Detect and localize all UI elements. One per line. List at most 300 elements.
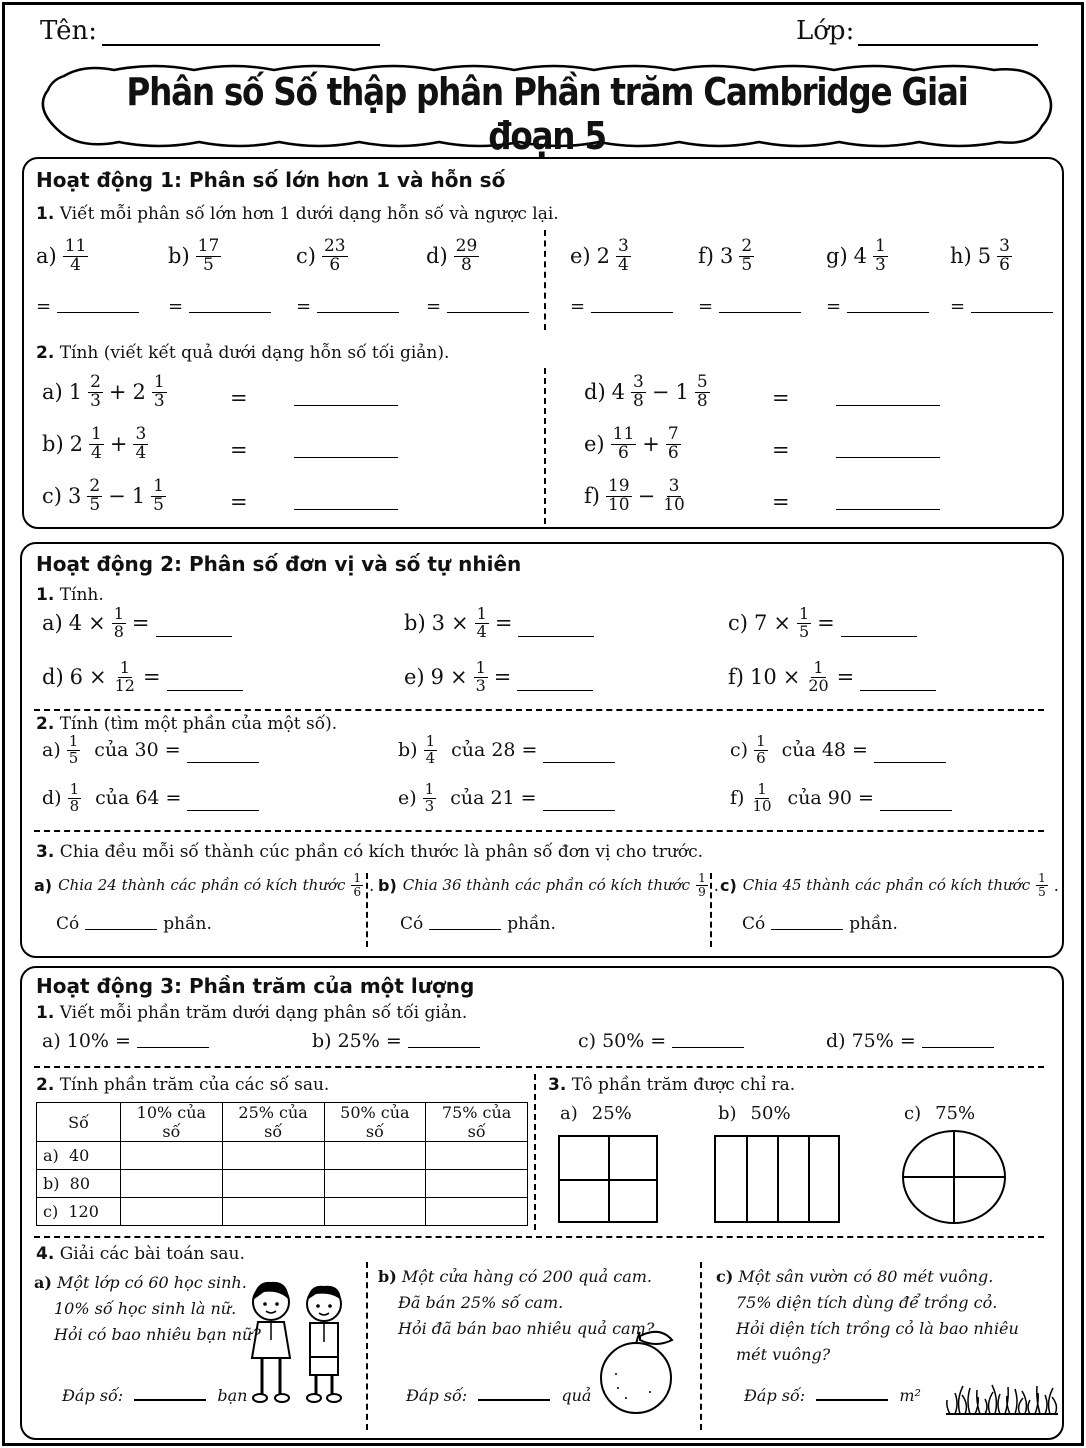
s2-q3-text: 3. Chia đều mỗi số thành cúc phần có kích thước là phân số đơn vị cho trước. [36,842,704,862]
item-letter: a) [34,875,53,895]
equals-sign: = [857,787,874,810]
phan-word: phần. [507,914,556,934]
fraction: $\frac{1}{10}$ [752,780,772,815]
s2-q3-answer [742,914,898,934]
orange-icon [596,1326,682,1416]
whole-number: 3 [719,244,734,269]
page-title: Phân số Số thập phân Phần trăm Cambridge Giai đoạn 5 [126,70,968,158]
fraction: $\frac{5}{8}$ [696,372,708,411]
answer-blank[interactable] [57,312,139,313]
table-answer-cell[interactable] [222,1142,324,1170]
s2-q1-item [728,606,917,641]
s1-q2-item [584,478,687,515]
fraction: $\frac{2}{5}$ [741,236,753,275]
answer-blank[interactable] [771,929,843,930]
s1-q2-answer [772,490,940,514]
activity-3-title: Hoạt động 3: Phần trăm của một lượng [36,974,475,998]
operator: + [642,432,660,457]
whole-number: 3 [67,484,82,509]
fraction: $\frac{11}{4}$ [64,236,87,275]
fraction: $\frac{1}{8}$ [113,604,124,641]
equals-sign: = [772,490,790,514]
equals-sign: = [698,296,714,317]
percent-value: 25% [591,1103,632,1124]
s3-q2-text: 2. Tính phần trăm của các số sau. [36,1075,330,1095]
s2-q2-item [730,782,952,815]
s2-q1-item [42,660,243,695]
percent-value: 75% [851,1030,894,1052]
item-letter: d) [584,380,606,405]
item-letter: a) [42,611,63,636]
times-sign: × [88,611,106,636]
equals-sign: = [493,665,512,690]
item-letter: c) [904,1103,922,1124]
whole-number: 5 [977,244,992,269]
table-row [37,1198,528,1226]
fraction: $\frac{1}{6}$ [756,732,766,767]
s2-q2-text: 2. Tính (tìm một phần của một số). [36,714,338,734]
problem-c: c) Một sân vườn có 80 mét vuông. 75% diện tích dùng để trồng cỏ. Hỏi diện tích trồng cỏ là bao nhiêu mét vuông? [716,1267,1019,1364]
s3-divider-1 [34,1066,1044,1068]
s1-q2-text: 2. Tính (viết kết quả dưới dạng hỗn số tối giản). [36,343,450,363]
answer-blank[interactable] [187,810,259,811]
whole-number: 2 [69,432,84,457]
equals-sign: = [650,1030,667,1052]
table-row-number: b) 80 [37,1170,121,1198]
table-answer-cell[interactable] [426,1198,528,1226]
problem-c-answer: Đáp số: m² [744,1386,921,1405]
s1-q2-item [42,478,166,515]
period: . [713,875,719,895]
s3-q1-item [578,1030,744,1052]
fraction: $\frac{1}{3}$ [475,658,486,695]
whole-number: 4 [853,244,868,269]
item-letter: c) [42,484,62,509]
table-answer-cell[interactable] [222,1170,324,1198]
equals-sign: = [826,296,842,317]
s1-q2-divider [544,368,546,524]
item-letter: a) [560,1103,578,1124]
fraction: $\frac{23}{6}$ [323,236,346,275]
equals-sign: = [164,739,181,762]
class-line[interactable] [858,44,1038,46]
times-sign: × [89,665,107,690]
item-letter: f) [584,484,600,509]
s3-divider-v [534,1074,536,1230]
name-label: Tên: [40,16,97,46]
equals-sign: = [772,386,790,410]
s2-divider-1 [34,709,1044,711]
answer-blank[interactable] [874,762,946,763]
times-sign: × [782,665,801,690]
item-letter: a) [36,244,57,269]
problem-text: Chia 24 thành các phần có kích thước [58,876,346,895]
s3-q3-label [560,1103,632,1124]
answer-blank[interactable] [156,636,232,637]
fraction: $\frac{3}{8}$ [633,372,644,411]
name-line[interactable] [102,44,380,46]
answer-blank[interactable] [294,405,398,406]
percent-value: 25% [337,1030,380,1052]
problem-text: Chia 36 thành các phần có kích thước [402,876,691,895]
item-letter: c) [720,875,737,895]
co-word: Có [742,914,766,934]
fraction: $\frac{3}{6}$ [999,236,1010,275]
item-letter: f) [728,665,744,690]
equals-sign: = [852,739,868,762]
item-letter: c) [578,1030,597,1052]
s1-q1-answer [168,296,271,317]
table-row [37,1142,528,1170]
answer-blank[interactable] [860,690,936,691]
item-letter: e) [398,787,417,810]
whole-number: 1 [68,380,83,405]
whole-number: 64 [135,787,160,810]
answer-blank[interactable] [317,312,399,313]
s2-q3-item [34,872,374,898]
s3-q1-item [312,1030,480,1052]
item-letter: c) [296,244,316,269]
answer-blank[interactable] [836,509,940,510]
children-illustration [244,1276,350,1410]
item-letter: c) [728,611,748,636]
fraction: $\frac{29}{8}$ [455,236,478,275]
fraction: $\frac{2}{3}$ [90,372,101,411]
problem-a-answer: Đáp số: bạn [62,1386,248,1405]
s1-q2-answer [772,438,940,462]
table-answer-cell[interactable] [121,1198,223,1226]
item-letter: b) [168,244,190,269]
fraction: $\frac{7}{6}$ [667,424,679,463]
multiplier: 6 [69,665,84,690]
s2-q3-item [720,872,1059,898]
fraction: $\frac{1}{4}$ [91,424,102,463]
fraction: $\frac{1}{3}$ [153,372,165,411]
s1-q1-item [570,238,631,275]
s2-q2-item [42,734,259,767]
operator: − [651,380,670,405]
table-row [37,1170,528,1198]
item-letter: f) [730,787,745,810]
s3-divider-2 [34,1236,1044,1238]
s1-q1-item [296,238,348,275]
percent-value: 75% [935,1103,976,1124]
answer-blank[interactable] [447,312,529,313]
equals-sign: = [296,296,312,317]
operator: − [108,484,126,509]
multiplier: 4 [68,611,83,636]
answer-blank[interactable] [543,810,615,811]
s1-divider [544,230,546,330]
s3-q1-text: 1. Viết mỗi phần trăm dưới dạng phân số tối giản. [36,1003,468,1023]
fraction: $\frac{1}{3}$ [875,236,886,275]
answer-blank[interactable] [137,1047,209,1048]
percent-value: 50% [602,1030,645,1052]
period: . [369,875,375,895]
s2-q1-item [42,606,232,641]
fraction: $\frac{1}{6}$ [353,871,362,899]
table-answer-cell[interactable] [426,1142,528,1170]
whole-number: 90 [827,787,852,810]
equals-sign: = [385,1030,402,1052]
s1-q1-item [36,238,88,275]
table-answer-cell[interactable] [121,1142,223,1170]
s1-q1-item [168,238,221,275]
of-word: của [450,787,485,810]
answer-blank[interactable] [591,312,673,313]
table-header-cell: 25% của số [222,1103,324,1142]
equals-sign: = [165,787,182,810]
co-word: Có [400,914,424,934]
equals-sign: = [772,438,790,462]
fraction: $\frac{1}{4}$ [425,732,436,767]
item-letter: b) [312,1030,332,1052]
s1-q1-item [698,238,754,275]
s2-q2-item [398,734,615,767]
s1-q1-text: 1. Viết mỗi phân số lớn hơn 1 dưới dạng hỗn số và ngược lại. [36,204,559,224]
answer-blank[interactable] [836,457,940,458]
answer-blank[interactable] [408,1047,480,1048]
s3-q4-divider-2 [700,1262,702,1430]
problem-a: a) Một lớp có 60 học sinh. 10% số học sinh là nữ. Hỏi có bao nhiêu bạn nữ? [34,1273,261,1344]
item-letter: b) [404,611,426,636]
s3-q3-label [718,1103,791,1124]
s1-q1-answer [826,296,929,317]
equals-sign: = [168,296,184,317]
phan-word: phần. [163,914,212,934]
fraction: $\frac{11}{6}$ [612,424,635,463]
equals-sign: = [520,787,537,810]
table-header-cell: Số [37,1103,121,1142]
whole-number: 21 [490,787,515,810]
equals-sign: = [494,611,513,636]
item-letter: a) [42,739,61,762]
answer-blank[interactable] [187,762,259,763]
s1-q1-answer [570,296,673,317]
times-sign: × [773,611,791,636]
equals-sign: = [230,490,248,514]
s1-q2-answer [230,490,398,514]
item-letter: c) [730,739,749,762]
item-letter: d) [826,1030,846,1052]
s3-q3-text: 3. Tô phần trăm được chỉ ra. [548,1075,796,1095]
s3-q4-text: 4. Giải các bài toán sau. [36,1244,245,1264]
fraction: $\frac{19}{10}$ [607,476,630,515]
problem-text: Chia 45 thành các phần có kích thước [742,876,1031,895]
answer-blank[interactable] [880,810,952,811]
problem-b: b) Một cửa hàng có 200 quả cam. Đã bán 25% số cam. Hỏi đã bán bao nhiêu quả cam? [378,1267,655,1338]
fraction: $\frac{1}{5}$ [153,476,164,515]
table-header-cell: 75% của số [426,1103,528,1142]
multiplier: 10 [749,665,777,690]
of-word: của [781,739,816,762]
s1-q2-item [42,426,148,463]
s2-q2-item [398,782,615,815]
answer-blank[interactable] [429,929,501,930]
percent-value: 10% [66,1030,109,1052]
operator: + [109,432,128,457]
answer-blank[interactable] [847,312,929,313]
fraction: $\frac{1}{12}$ [114,658,135,695]
table-row-number: c) 120 [37,1198,121,1226]
answer-blank[interactable] [836,405,940,406]
of-word: của [451,739,486,762]
times-sign: × [451,611,469,636]
s1-q2-answer [230,438,398,462]
percent-table [36,1102,528,1226]
answer-blank[interactable] [543,762,615,763]
answer-blank[interactable] [841,636,917,637]
equals-sign: = [570,296,586,317]
fraction: $\frac{3}{4}$ [618,236,629,275]
phan-word: phần. [849,914,898,934]
s1-q1-answer [296,296,399,317]
s1-q2-item [584,426,681,463]
circle-75-percent[interactable] [900,1128,1008,1226]
table-answer-cell[interactable] [324,1198,426,1226]
table-header-cell: 10% của số [121,1103,223,1142]
s2-q1-item [404,606,594,641]
s1-q1-answer [950,296,1053,317]
fraction: $\frac{3}{10}$ [663,476,685,515]
s2-q1-text: 1. Tính. [36,585,104,605]
table-row-number: a) 40 [37,1142,121,1170]
answer-blank[interactable] [517,690,593,691]
s3-q1-item [42,1030,209,1052]
class-label: Lớp: [796,16,855,46]
answer-blank[interactable] [167,690,243,691]
s2-q3-answer [56,914,212,934]
s2-divider-2 [34,830,1044,832]
answer-blank[interactable] [294,457,398,458]
fraction: $\frac{1}{8}$ [69,780,80,815]
table-header-row [37,1103,528,1142]
fraction: $\frac{3}{4}$ [135,424,147,463]
activity-2-title: Hoạt động 2: Phân số đơn vị và số tự nhiên [36,552,522,576]
whole-number: 4 [611,380,626,405]
activity-1-title: Hoạt động 1: Phân số lớn hơn 1 và hỗn số [36,168,506,192]
table-answer-cell[interactable] [121,1170,223,1198]
equals-sign: = [521,739,538,762]
answer-blank[interactable] [85,929,157,930]
fraction: $\frac{1}{9}$ [698,871,706,899]
item-letter: d) [42,787,62,810]
s3-q3-label [904,1103,975,1124]
fraction: $\frac{2}{5}$ [89,476,101,515]
table-answer-cell[interactable] [426,1170,528,1198]
whole-number: 30 [134,739,159,762]
s1-q2-answer [230,386,398,410]
table-header-cell: 50% của số [324,1103,426,1142]
equals-sign: = [142,665,161,690]
item-letter: b) [398,739,418,762]
equals-sign: = [817,611,835,636]
grass-icon [944,1372,1060,1418]
answer-blank[interactable] [922,1047,994,1048]
fraction: $\frac{1}{4}$ [476,604,487,641]
fraction: $\frac{1}{5}$ [1038,871,1046,899]
item-letter: f) [698,244,714,269]
problem-b-answer: Đáp số: quả [406,1386,592,1405]
whole-number: 28 [491,739,516,762]
equals-sign: = [114,1030,131,1052]
s1-q1-item [826,238,888,275]
s1-q1-item [426,238,479,275]
answer-blank[interactable] [719,312,801,313]
item-letter: e) [404,665,425,690]
item-letter: a) [42,380,63,405]
equals-sign: = [230,386,248,410]
of-word: của [787,787,822,810]
item-letter: e) [584,432,605,457]
s3-q1-item [826,1030,994,1052]
times-sign: × [450,665,468,690]
equals-sign: = [131,611,150,636]
multiplier: 3 [431,611,446,636]
whole-number: 2 [596,244,610,269]
period: . [1053,875,1059,895]
s1-q1-answer [698,296,801,317]
of-word: của [95,787,130,810]
grid-50-percent[interactable] [714,1135,840,1223]
item-letter: a) [42,1030,61,1052]
table-answer-cell[interactable] [222,1198,324,1226]
answer-blank[interactable] [189,312,271,313]
item-letter: d) [42,665,64,690]
grid-25-percent[interactable] [558,1135,658,1223]
s1-q1-answer [36,296,139,317]
equals-sign: = [36,296,52,317]
s2-q2-item [730,734,946,767]
s2-q2-item [42,782,259,815]
table-answer-cell[interactable] [324,1170,426,1198]
equals-sign: = [899,1030,916,1052]
answer-blank[interactable] [971,312,1053,313]
whole-number: 1 [131,484,146,509]
item-letter: g) [826,244,848,269]
answer-blank[interactable] [294,509,398,510]
fraction: $\frac{1}{20}$ [808,658,829,695]
s1-q2-answer [772,386,940,410]
s2-q1-item [404,660,593,695]
answer-blank[interactable] [518,636,594,637]
item-letter: b) [378,875,397,895]
equals-sign: = [426,296,442,317]
s1-q1-answer [426,296,529,317]
whole-number: 1 [675,380,689,405]
item-letter: d) [426,244,448,269]
answer-blank[interactable] [672,1047,744,1048]
fraction: $\frac{17}{5}$ [197,236,220,275]
item-letter: b) [42,432,64,457]
s1-q2-item [42,374,167,411]
s2-q1-item [728,660,936,695]
s2-q3-item [378,872,719,898]
fraction: $\frac{1}{5}$ [68,732,79,767]
table-answer-cell[interactable] [324,1142,426,1170]
item-letter: e) [570,244,591,269]
equals-sign: = [836,665,855,690]
multiplier: 9 [430,665,444,690]
s3-q4-divider-1 [366,1262,368,1430]
of-word: của [94,739,129,762]
whole-number: 48 [821,739,847,762]
fraction: $\frac{1}{5}$ [798,604,810,641]
item-letter: h) [950,244,972,269]
operator: − [637,484,656,509]
co-word: Có [56,914,80,934]
multiplier: 7 [753,611,768,636]
